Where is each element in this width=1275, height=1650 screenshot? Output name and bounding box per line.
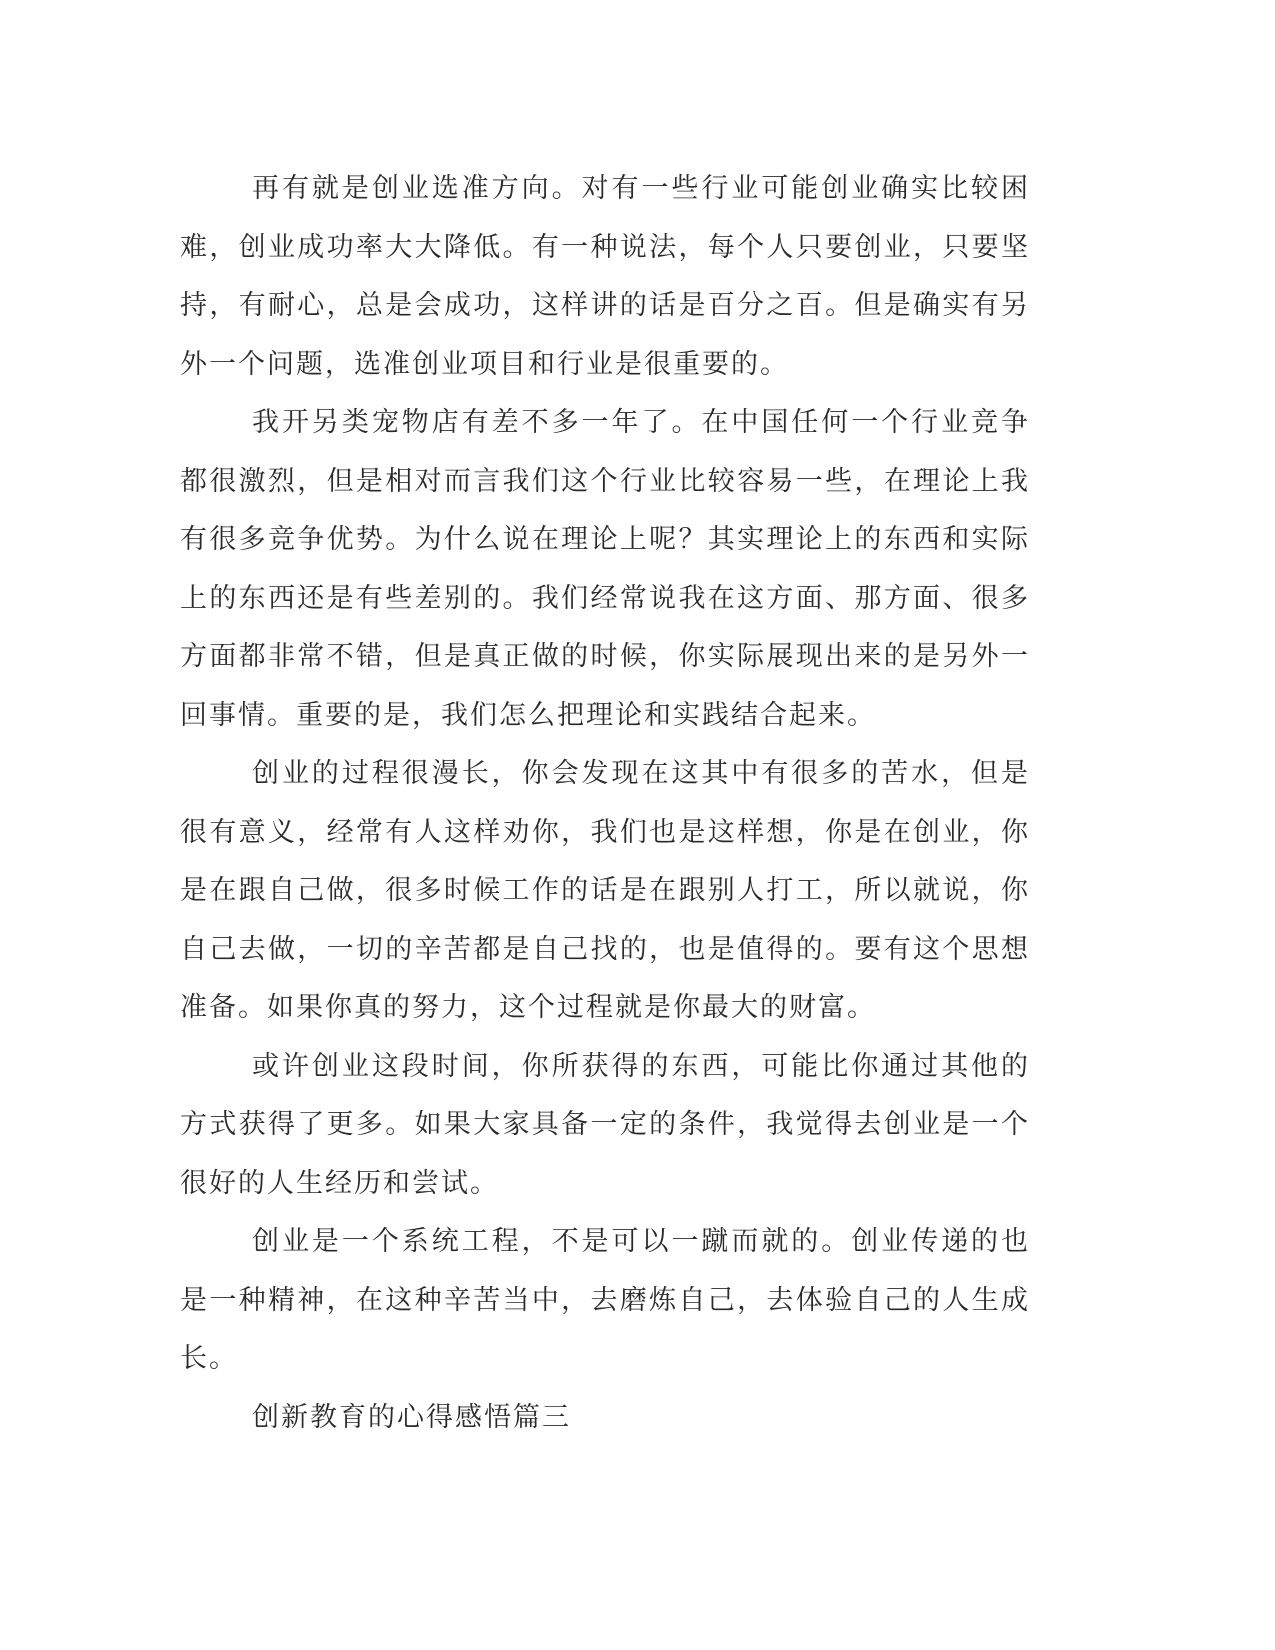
paragraph-system-engineering: 创业是一个系统工程，不是可以一蹴而就的。创业传递的也是一种精神，在这种辛苦当中，去磨炼自己，去体验自己的人生成长。 <box>180 1226 1030 1374</box>
paragraph-choose-direction: 再有就是创业选准方向。对有一些行业可能创业确实比较困难，创业成功率大大降低。有一种说法，每个人只要创业，只要坚持，有耐心，总是会成功，这样讲的话是百分之百。但是确实有另外一个问题，选准创业项目和行业是很重要的。 <box>180 173 1030 380</box>
section-heading: 创新教育的心得感悟篇三 <box>252 1401 571 1433</box>
document-body <box>180 160 1030 1447</box>
paragraph-pet-store: 我开另类宠物店有差不多一年了。在中国任何一个行业竞争都很激烈，但是相对而言我们这个行业比较容易一些，在理论上我有很多竞争优势。为什么说在理论上呢？其实理论上的东西和实际上的东西还是有些差别的。我们经常说我在这方面、那方面、很多方面都非常不错，但是真正做的时候，你实际展现出来的是另外一回事情。重要的是，我们怎么把理论和实践结合起来。 <box>180 407 1030 731</box>
paragraph-experience: 或许创业这段时间，你所获得的东西，可能比你通过其他的方式获得了更多。如果大家具备一定的条件，我觉得去创业是一个很好的人生经历和尝试。 <box>180 1050 1030 1199</box>
paragraph-long-process: 创业的过程很漫长，你会发现在这其中有很多的苦水，但是很有意义，经常有人这样劝你，我们也是这样想，你是在创业，你是在跟自己做，很多时候工作的话是在跟别人打工，所以就说，你自己去做，一切的辛苦都是自己找的，也是值得的。要有这个思想准备。如果你真的努力，这个过程就是你最大的财富。 <box>180 758 1030 1023</box>
